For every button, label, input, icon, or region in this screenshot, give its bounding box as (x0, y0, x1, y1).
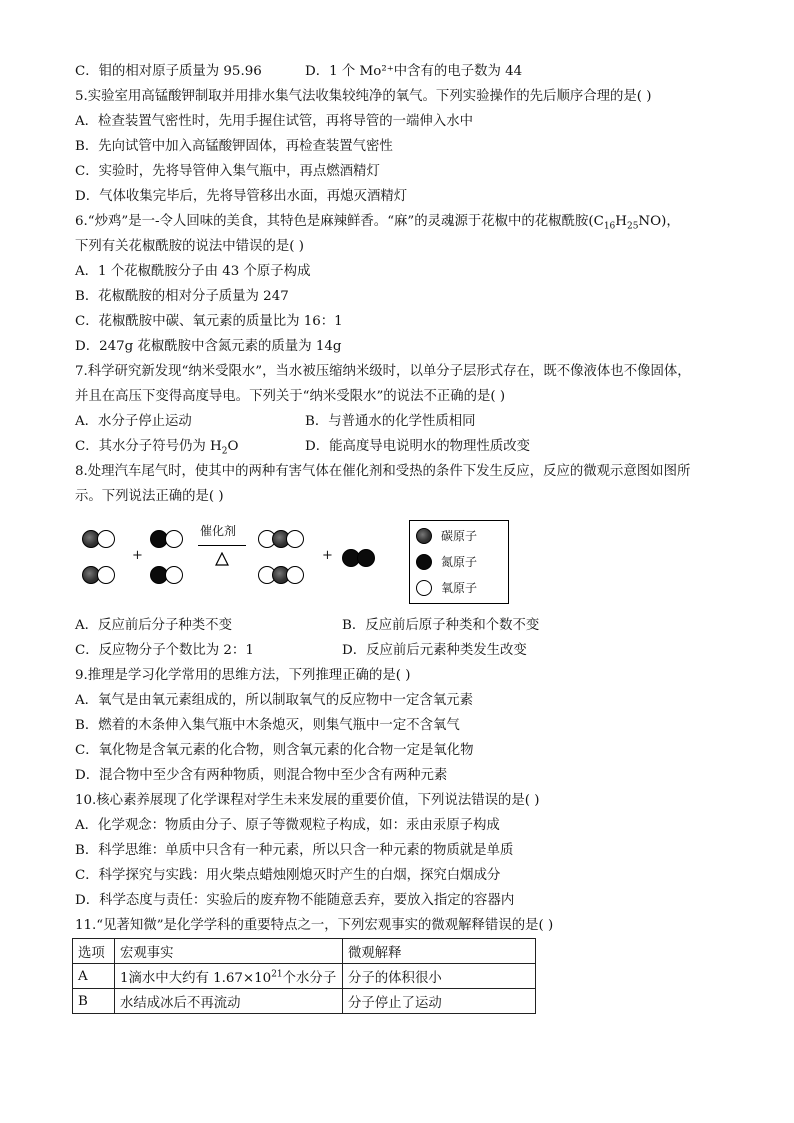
q5-option-a: A．检查装置气密性时，先用手握住试管，再将导管的一端伸入水中 (75, 114, 473, 129)
q10-stem: 10.核心素养展现了化学课程对学生未来发展的重要价值，下列说法错误的是( ) (75, 793, 540, 808)
q6-option-d: D．247g 花椒酰胺中含氮元素的质量为 14g (75, 339, 342, 354)
q6-stem-2: 下列有关花椒酰胺的说法中错误的是( ) (75, 239, 304, 254)
table-row (73, 964, 536, 989)
q11-stem: 11.“见著知微”是化学学科的重要特点之一，下列宏观事实的微观解释错误的是( ) (75, 918, 554, 933)
q8-stem: 8.处理汽车尾气时，使其中的两种有害气体在催化剂和受热的条件下发生反应，反应的微观示意图如图所 (75, 464, 691, 479)
q8-stem-2: 示。下列说法正确的是( ) (75, 489, 224, 504)
q6-option-a: A．1 个花椒酰胺分子由 43 个原子构成 (75, 264, 311, 279)
q10-option-b: B．科学思维：单质中只含有一种元素，所以只含一种元素的物质就是单质 (75, 843, 514, 858)
q6-option-b: B．花椒酰胺的相对分子质量为 247 (75, 289, 289, 304)
header-explanation: 微观解释 (343, 939, 536, 964)
oxygen-atom (165, 530, 183, 548)
q9-option-a: A．氧气是由氧元素组成的，所以制取氧气的反应物中一定含氧元素 (75, 693, 473, 708)
header-fact: 宏观事实 (115, 939, 343, 964)
q9-option-c: C．氧化物是含氧元素的化合物，则含氧元素的化合物一定是氧化物 (75, 743, 474, 758)
row-option: A (73, 964, 115, 989)
q7-stem-2: 并且在高压下变得高度导电。下列关于“纳米受限水”的说法不正确的是( ) (75, 389, 506, 404)
q6-stem: 6.“炒鸡”是一-令人回味的美食，其特色是麻辣鲜香。“麻”的灵魂源于花椒中的花椒酰胺$(C_{16}H_{25}NO)$， (75, 214, 680, 232)
q8-option-d: D．反应前后元素种类发生改变 (342, 643, 527, 658)
q6-option-c: C．花椒酰胺中碳、氧元素的质量比为 16：1 (75, 314, 343, 329)
q9-option-b: B．燃着的木条伸入集气瓶中木条熄灭，则集气瓶中一定不含氧气 (75, 718, 460, 733)
q10-option-c: C．科学探究与实践：用火柴点蜡烛刚熄灭时产生的白烟，探究白烟成分 (75, 868, 501, 883)
q5-option-b: B．先向试管中加入高锰酸钾固体，再检查装置气密性 (75, 139, 393, 154)
legend-oxygen: 氧原子 (416, 579, 477, 596)
carbon-atom-icon (416, 528, 432, 544)
catalyst-label: 催化剂 (200, 524, 237, 538)
oxygen-atom (286, 530, 304, 548)
q10-option-d: D．科学态度与责任：实验后的废弃物不能随意丢弃，要放入指定的容器内 (75, 893, 515, 908)
row-explanation: 分子的体积很小 (343, 964, 536, 989)
oxygen-atom (97, 566, 115, 584)
oxygen-atom (165, 566, 183, 584)
q9-stem: 9.推理是学习化学常用的思维方法，下列推理正确的是( ) (75, 668, 411, 683)
q9-option-d: D．混合物中至少含有两种物质，则混合物中至少含有两种元素 (75, 768, 448, 783)
q8-option-c: C．反应物分子个数比为 2：1 (75, 643, 254, 658)
q7-option-c: C．其水分子符号仍为 $H_2O$ (75, 439, 239, 457)
q7-option-d: D．能高度导电说明水的物理性质改变 (305, 439, 530, 454)
oxygen-atom-icon (416, 580, 432, 596)
plus-sign: + (322, 548, 333, 563)
plus-sign: + (132, 548, 143, 563)
q4-option-d: D．1 个 Mo²⁺中含有的电子数为 44 (305, 64, 523, 79)
q5-option-d: D．气体收集完毕后，先将导管移出水面，再熄灭酒精灯 (75, 189, 408, 204)
header-option: 选项 (73, 939, 115, 964)
row-fact: 水结成冰后不再流动 (115, 989, 343, 1014)
row-fact: 1滴水中大约有 $1.67\times 10^{21}$个水分子 (115, 964, 343, 989)
q5-stem: 5.实验室用高锰酸钾制取并用排水集气法收集较纯净的氧气。下列实验操作的先后顺序合理的是( ) (75, 89, 652, 104)
oxygen-atom (97, 530, 115, 548)
table-header-row (73, 939, 536, 964)
q8-option-a: A．反应前后分子种类不变 (75, 618, 232, 633)
q4-option-c: C．钼的相对原子质量为 95.96 (75, 64, 262, 79)
atom-legend (409, 520, 509, 604)
row-option: B (73, 989, 115, 1014)
legend-carbon: 碳原子 (416, 527, 477, 544)
oxygen-atom (286, 566, 304, 584)
nitrogen-atom-icon (416, 554, 432, 570)
q7-option-a: A．水分子停止运动 (75, 414, 192, 429)
nitrogen-atom (357, 549, 375, 567)
q5-option-c: C．实验时，先将导管伸入集气瓶中，再点燃酒精灯 (75, 164, 380, 179)
q7-option-b: B．与普通水的化学性质相同 (305, 414, 476, 429)
reaction-arrow-line (198, 545, 246, 546)
q7-stem: 7.科学研究新发现“纳米受限水”，当水被压缩纳米级时，以单分子层形式存在，既不像液体也不像固体， (75, 364, 691, 379)
table-row (73, 989, 536, 1014)
q11-table (72, 938, 536, 1014)
legend-nitrogen: 氮原子 (416, 553, 477, 570)
row-explanation: 分子停止了运动 (343, 989, 536, 1014)
q10-option-a: A．化学观念：物质由分子、原子等微观粒子构成，如：汞由汞原子构成 (75, 818, 500, 833)
heat-triangle-icon (215, 552, 229, 566)
q8-option-b: B．反应前后原子种类和个数不变 (342, 618, 540, 633)
